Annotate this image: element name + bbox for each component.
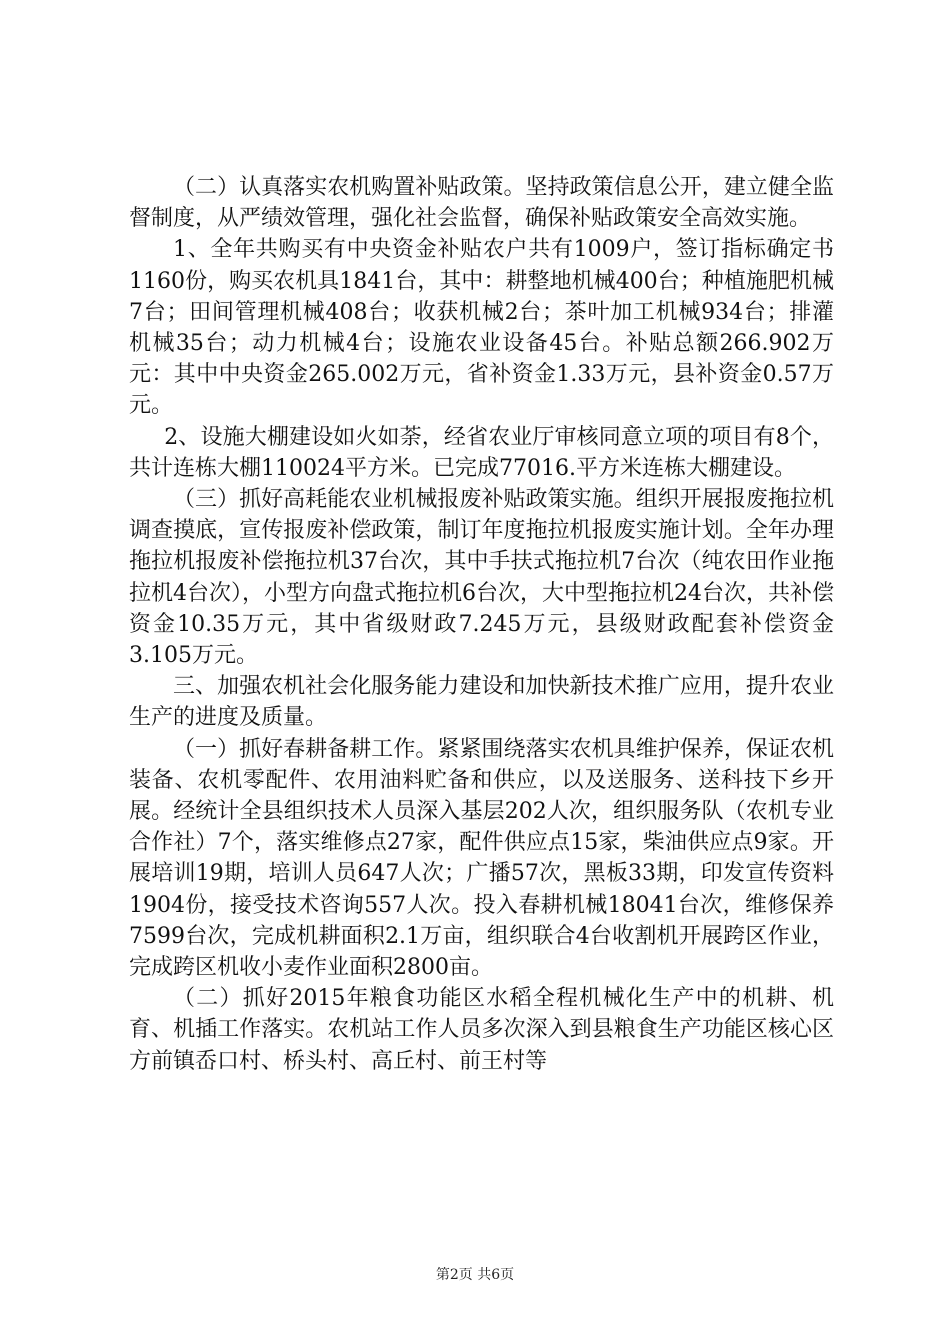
paragraph-spring-plowing: （一）抓好春耕备耕工作。紧紧围绕落实农机具维护保养，保证农机装备、农机零配件、农用油料贮备和供应，以及送服务、送科技下乡开展。经统计全县组织技术人员深入基层202人次，组织服务队（农机专业合作社）7个，落实维修点27家，配件供应点15家，柴油供应点9家。开展培训19期，培训人员647人次；广播57次，黑板33期，印发宣传资料1904份，接受技术咨询557人次。投入春耕机械18041台次，维修保养7599台次，完成机耕面积2.1万亩，组织联合4台收割机开展跨区作业，完成跨区机收小麦作业面积2800亩。	[129, 736, 834, 981]
paragraph-scrap-subsidy: （三）抓好高耗能农业机械报废补贴政策实施。组织开展报废拖拉机调查摸底，宣传报废补偿政策，制订年度拖拉机报废实施计划。全年办理拖拉机报废补偿拖拉机37台次，其中手扶式拖拉机7台次（纯农田作业拖拉机4台次），小型方向盘式拖拉机6台次，大中型拖拉机24台次，共补偿资金10.35万元，其中省级财政7.245万元，县级财政配套补偿资金3.105万元。	[129, 487, 834, 669]
paragraph-subsidy-policy: （二）认真落实农机购置补贴政策。坚持政策信息公开，建立健全监督制度，从严绩效管理，强化社会监督，确保补贴政策安全高效实施。	[129, 175, 834, 232]
paragraph-greenhouse: 2、设施大棚建设如火如荼，经省农业厅审核同意立项的项目有8个，共计连栋大棚110024平方米。已完成77016.平方米连栋大棚建设。	[129, 424, 834, 481]
page-number: 第2页 共6页	[435, 1267, 515, 1283]
paragraph-rice-mechanization: （二）抓好2015年粮食功能区水稻全程机械化生产中的机耕、机育、机插工作落实。农机站工作人员多次深入到县粮食生产功能区核心区方前镇岙口村、桥头村、高丘村、前王村等	[129, 986, 834, 1074]
paragraph-purchase-stats: 1、全年共购买有中央资金补贴农户共有1009户，签订指标确定书1160份，购买农机具1841台，其中：耕整地机械400台；种植施肥机械7台；田间管理机械408台；收获机械2台；茶叶加工机械934台；排灌机械35台；动力机械4台；设施农业设备45台。补贴总额266.902万元：其中中央资金265.002万元，省补资金1.33万元，县补资金0.57万元。	[129, 237, 834, 419]
paragraph-section-three-heading: 三、加强农机社会化服务能力建设和加快新技术推广应用，提升农业生产的进度及质量。	[129, 674, 834, 731]
document-body	[129, 172, 834, 1077]
page-footer	[0, 1264, 950, 1284]
